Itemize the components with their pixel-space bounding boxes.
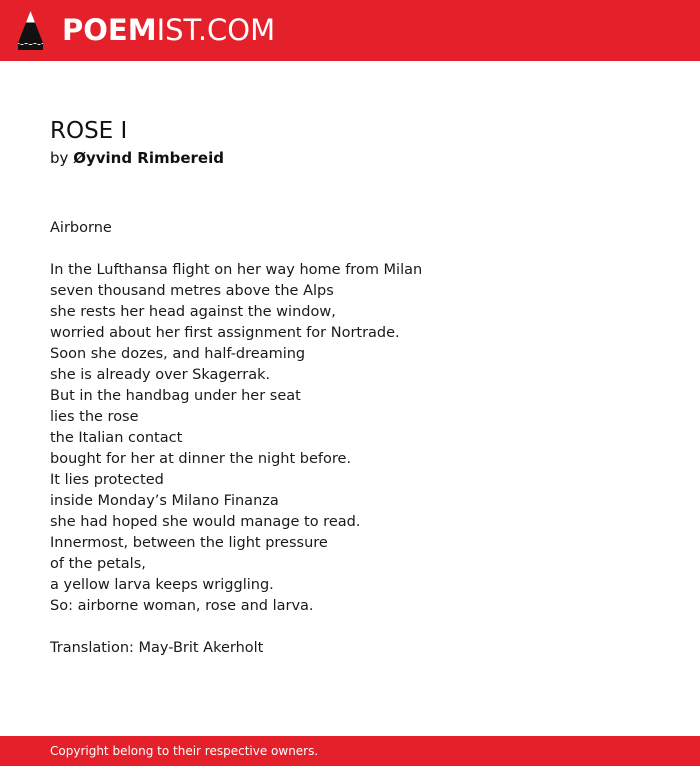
poem-line: a yellow larva keeps wriggling.	[50, 577, 274, 593]
byline-prefix: by	[50, 149, 69, 167]
poem-line: In the Lufthansa flight on her way home from Milan	[50, 262, 423, 278]
site-header	[0, 0, 700, 61]
logo-light-text: IST.COM	[156, 13, 276, 47]
poem-line: lies the rose	[50, 409, 139, 425]
poem-line: bought for her at dinner the night before.	[50, 451, 352, 467]
poem-line: Innermost, between the light pressure	[50, 535, 328, 551]
poem-line: Airborne	[50, 220, 112, 236]
poem-line: It lies protected	[50, 472, 164, 488]
poem-line: she had hoped she would manage to read.	[50, 514, 361, 530]
poem-line: Soon she dozes, and half-dreaming	[50, 346, 306, 362]
poem-line: inside Monday’s Milano Finanza	[50, 493, 279, 509]
poem-heading	[50, 116, 650, 170]
poem-line: seven thousand metres above the Alps	[50, 283, 334, 299]
poem-line: of the petals,	[50, 556, 146, 572]
poem-line: But in the handbag under her seat	[50, 388, 301, 404]
poem-line: she rests her head against the window,	[50, 304, 336, 320]
poem-line: So: airborne woman, rose and larva.	[50, 598, 314, 614]
poem-title: ROSE I	[50, 118, 128, 144]
byline	[50, 146, 650, 170]
poem-line: she is already over Skagerrak.	[50, 367, 271, 383]
logo-bold-text: POEM	[62, 13, 157, 47]
poem-blank-line	[50, 239, 650, 260]
poem-line: worried about her first assignment for Nortrade.	[50, 325, 400, 341]
site-footer	[0, 736, 700, 766]
poem-body	[50, 218, 650, 659]
poem-line: Translation: May-Brit Akerholt	[50, 640, 264, 656]
site-logo[interactable]	[62, 12, 275, 48]
poem-line: the Italian contact	[50, 430, 183, 446]
copyright-text: Copyright belong to their respective owners.	[50, 744, 319, 758]
author-name[interactable]: Øyvind Rimbereid	[73, 149, 224, 167]
poem-blank-line	[50, 617, 650, 638]
pencil-tip-icon[interactable]	[17, 10, 44, 51]
